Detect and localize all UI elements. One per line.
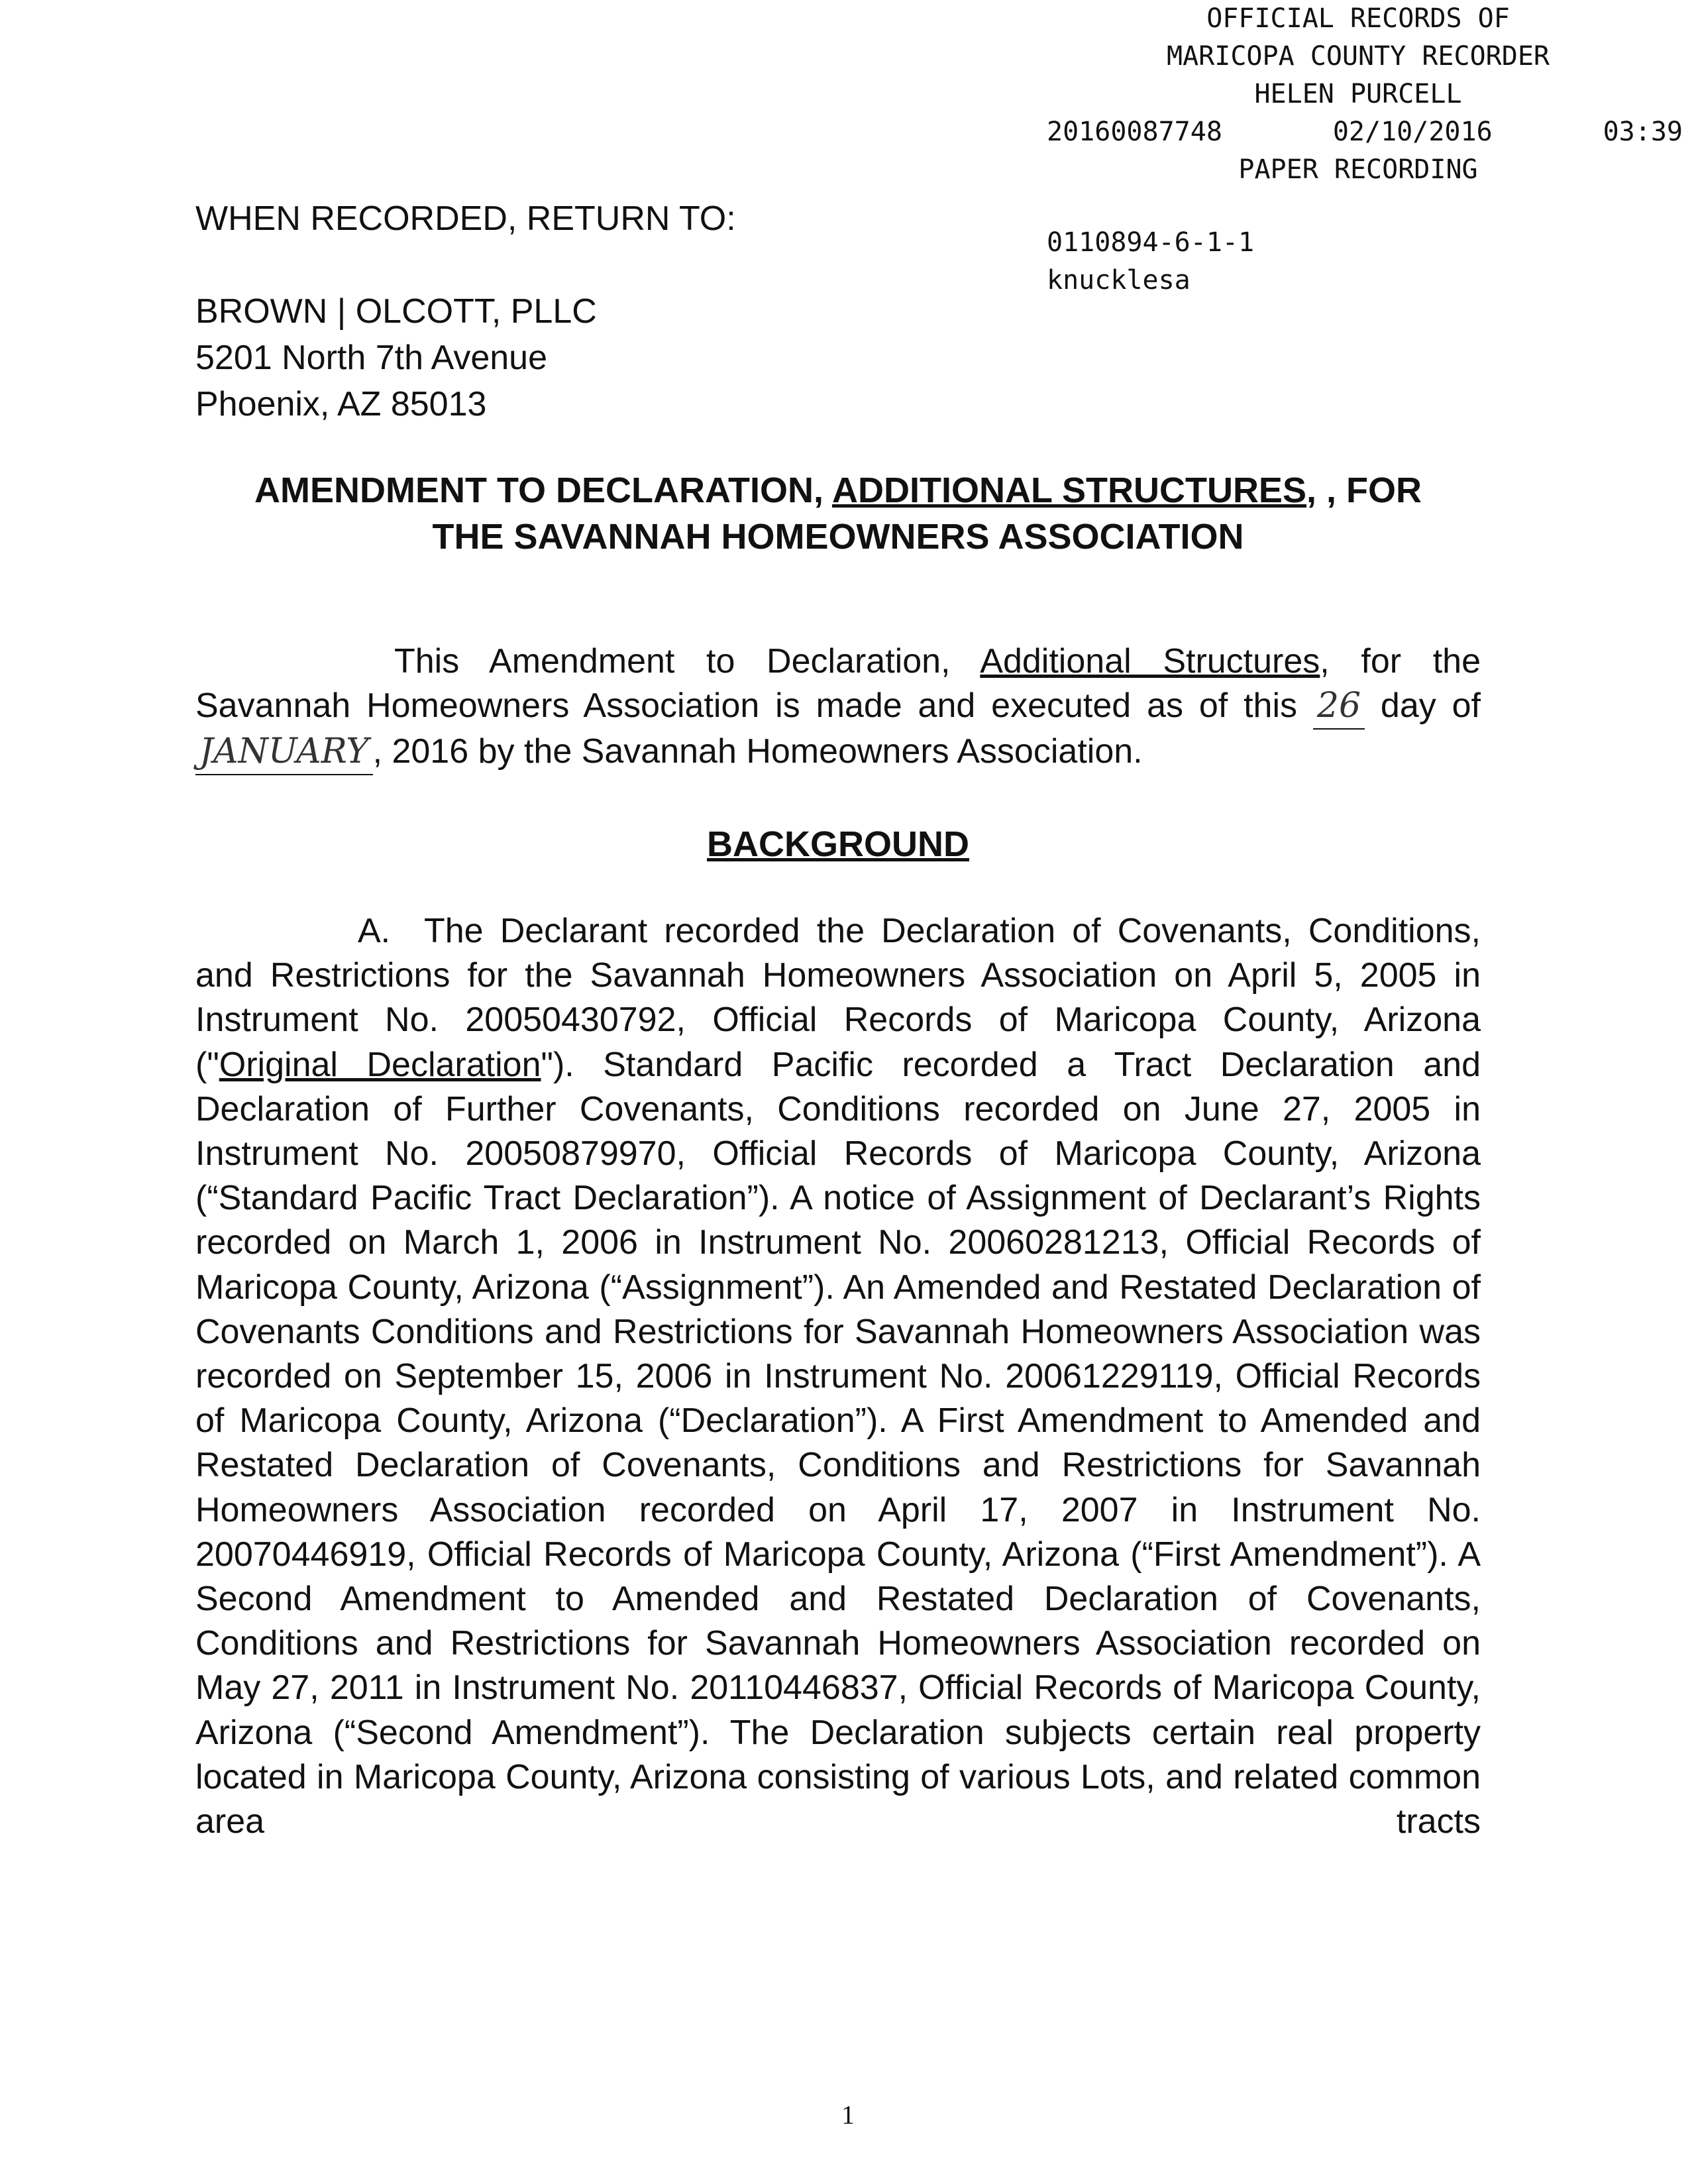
instrument-number: 20160087748 xyxy=(1047,117,1222,147)
title-line-2: THE SAVANNAH HOMEOWNERS ASSOCIATION xyxy=(432,517,1244,557)
intro-text-2: , for the Savannah Homeowners Association is made and executed as of this xyxy=(195,642,1481,725)
recording-time: 03:39 xyxy=(1603,117,1683,147)
para-a-text-1: The Declarant recorded the Declaration of Covenants, Conditions, and Restrictions for the Savannah Homeowners Association on April 5, 2005 in Instrument No. 20050430792, Official Records of Maricopa County, Arizona (" xyxy=(195,912,1481,1084)
intro-underlined: Additional Structures xyxy=(980,642,1320,681)
title-part-1: AMENDMENT TO DECLARATION, xyxy=(254,470,832,510)
paragraph-a xyxy=(195,909,1481,1844)
recorder-instrument-row xyxy=(1034,113,1683,151)
para-a-text-2: "). Standard Pacific recorded a Tract Declaration and Declaration of Further Covenants, Conditions recorded on June 27, 2005 in Instrument No. 20050879970, Official Records of Maricopa County, Arizona (“Standard Pacific Tract Declaration”). A notice of Assignment of Declarant’s Rights recorded on March 1, 2006 in Instrument No. 20060281213, Official Records of Maricopa County, Arizona (“Assignment”). An Amended and Restated Declaration of Covenants Conditions and Restrictions for Savannah Homeowners Association was recorded on September 15, 2006 in Instrument No. 20061229119, Official Records of Maricopa County, Arizona (“Declaration”). A First Amendment to Amended and Restated Declaration of Covenants, Conditions and Restrictions for Savannah Homeowners Association recorded on April 17, 2007 in Instrument No. 20070446919, Official Records of Maricopa County, Arizona (“First Amendment”). A Second Amendment to Amended and Restated Declaration of Covenants, Conditions and Restrictions for Savannah Homeowners Association recorded on May 27, 2011 in Instrument No. 20110446837, Official Records of Maricopa County, Arizona (“Second Amendment”). The Declaration subjects certain real property located in Maricopa County, Arizona consisting of various Lots, and related common area tracts xyxy=(195,1045,1481,1841)
background-heading: BACKGROUND xyxy=(707,824,969,864)
return-address xyxy=(195,288,597,427)
handwritten-month: JANUARY xyxy=(195,730,373,775)
recording-date: 02/10/2016 xyxy=(1332,117,1493,147)
recorder-line-2: MARICOPA COUNTY RECORDER xyxy=(1167,41,1550,72)
recorder-stamp xyxy=(1034,0,1683,189)
intro-text-1: This Amendment to Declaration, xyxy=(394,642,980,681)
para-a-label: A. xyxy=(358,912,391,950)
batch-number: 0110894-6-1-1 xyxy=(1047,227,1255,258)
return-street: 5201 North 7th Avenue xyxy=(195,339,548,377)
return-name: BROWN | OLCOTT, PLLC xyxy=(195,292,597,331)
intro-text-3: day of xyxy=(1365,686,1481,725)
intro-paragraph xyxy=(195,639,1481,775)
recorder-line-1: OFFICIAL RECORDS OF xyxy=(1206,3,1510,34)
recorder-line-5: PAPER RECORDING xyxy=(1238,154,1478,185)
document-title xyxy=(192,467,1484,560)
para-a-underlined: Original Declaration xyxy=(219,1045,541,1084)
title-underlined: ADDITIONAL STRUCTURES xyxy=(831,470,1306,510)
clerk-id: knucklesa xyxy=(1047,265,1191,296)
intro-text-4: , 2016 by the Savannah Homeowners Association. xyxy=(372,732,1143,771)
title-line-1 xyxy=(192,467,1484,514)
batch-info xyxy=(1047,224,1254,300)
handwritten-day: 26 xyxy=(1313,684,1365,730)
page-number: 1 xyxy=(841,2100,855,2130)
recorder-line-3: HELEN PURCELL xyxy=(1254,79,1462,109)
return-to-heading: WHEN RECORDED, RETURN TO: xyxy=(195,199,736,238)
return-city: Phoenix, AZ 85013 xyxy=(195,385,487,423)
title-part-2: , , FOR xyxy=(1306,470,1422,510)
